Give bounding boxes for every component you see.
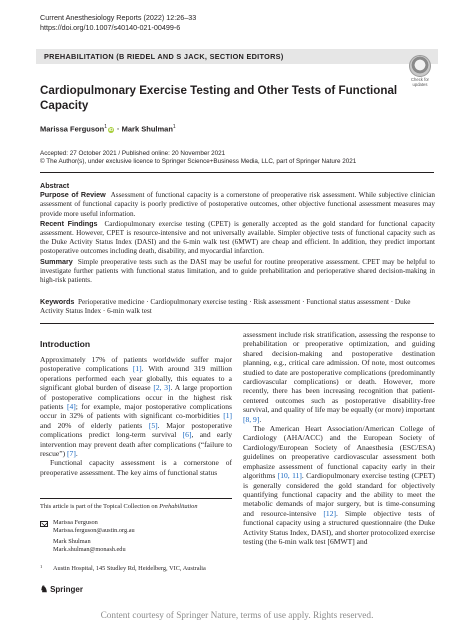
contact-name: Marissa Ferguson <box>53 519 98 526</box>
citation-link[interactable]: [5] <box>148 420 158 430</box>
contact-name: Mark Shulman <box>53 538 91 545</box>
contact-email[interactable]: Marissa.ferguson@austin.org.au <box>53 527 135 534</box>
affiliation-text: Austin Hospital, 145 Studley Rd, Heidelberg, VIC, Australia <box>53 565 206 572</box>
knight-icon: ♞ <box>40 584 49 594</box>
collection-name[interactable]: Prehabilitation <box>159 503 198 510</box>
abstract-findings <box>40 219 435 257</box>
keywords-label: Keywords <box>40 297 75 306</box>
author-affil-sup: 1 <box>104 124 107 130</box>
abstract-label: Recent Findings <box>40 218 98 228</box>
topical-collection-note: This article is part of the Topical Collection on Prehabilitation <box>40 503 198 510</box>
article-title: Cardiopulmonary Exercise Testing and Other Tests of Functional Capacity <box>40 84 398 112</box>
article-dates <box>40 150 356 166</box>
author-name[interactable]: Marissa Ferguson <box>40 124 105 134</box>
paragraph: assessment include risk stratification, assessing the response to prehabilitation or preoperative optimization, and guiding shared decision-making and postoperative destination planning, e.g., critical care admission. Of note, most outcomes studied to date are postoperative complications (predominantly cardiovascular complications) or death. However, more recently, there has been increasing recognition that patient-centered outcomes such as postoperative disability-free survival, and quality of life may be equally (or more) important [8, 9]. <box>243 330 435 424</box>
divider <box>40 323 434 324</box>
abstract-label: Purpose of Review <box>40 190 106 200</box>
author-separator: · <box>114 124 122 134</box>
author-affil-sup: 1 <box>172 124 176 130</box>
paragraph: Functional capacity assessment is a cornerstone of preoperative assessment. The key aims of functional status <box>40 458 232 477</box>
divider <box>40 172 434 173</box>
journal-citation <box>40 13 196 32</box>
copyright-notice: © The Author(s), under exclusive licence to Springer Science+Business Media, LLC, part of Springer Nature 2021 <box>40 158 357 166</box>
affiliation-number: 1 <box>40 564 43 569</box>
contact-email[interactable]: Mark.shulman@monash.edu <box>53 546 126 553</box>
citation-link[interactable]: [6] <box>182 430 192 440</box>
section-heading-introduction: Introduction <box>40 339 91 349</box>
citation-link[interactable]: [4] <box>66 402 76 412</box>
abstract-label: Summary <box>40 256 73 266</box>
envelope-icon <box>40 521 48 527</box>
corresponding-contacts <box>53 519 135 554</box>
author-name[interactable]: Mark Shulman <box>121 124 173 134</box>
abstract-summary <box>40 257 435 286</box>
abstract-purpose <box>40 190 435 219</box>
publisher-logo <box>40 584 83 595</box>
abstract-text: Assessment of functional capacity is a cornerstone of preoperative risk assessment. While subjective clinician assessment of functional capacity is poorly predictive of postoperative outcomes, other objective functional assessment measures may provide more useful information. <box>40 191 435 218</box>
footnote-divider <box>40 498 232 499</box>
author-list <box>40 124 176 134</box>
citation-link[interactable]: [8, 9] <box>243 414 260 424</box>
keywords-text: Perioperative medicine · Cardiopulmonary exercise testing · Risk assessment · Functional status assessment · Duke Activity Status Index · 6-min walk test <box>40 298 411 316</box>
check-updates-line1: Check for <box>411 77 429 82</box>
doi-link[interactable]: https://doi.org/10.1007/s40140-021-00499-6 <box>40 22 181 32</box>
keywords <box>40 297 435 317</box>
abstract-heading: Abstract <box>40 181 70 190</box>
abstract-text: Simple preoperative tests such as the DASI may be useful for routine preoperative assessment. CPET may be helpful to investigate further patients with functional status limitation, and to guide prehabilitation and perioperative shared decision-making in high-risk patients. <box>40 257 435 285</box>
paragraph: Approximately 17% of patients worldwide suffer major postoperative complications [1]. With around 319 million operations performed each year globally, this equates to a significant global burden of disease [2, 3]. A large proportion of postoperative complications occur in the highest risk patients [4]; for example, major postoperative complications occur in 32% of patients with significant co-morbidities [1] and 20% of elderly patients [5]. Major postoperative complications predict long-term survival [6], and early intervention may prevent death after complications (“failure to rescue”) [7]. <box>40 355 232 459</box>
courtesy-watermark: Content courtesy of Springer Nature, terms of use apply. Rights reserved. <box>100 611 374 621</box>
citation-link[interactable]: [7] <box>67 449 76 459</box>
journal-reference: Current Anesthesiology Reports (2022) 12:26–33 <box>40 13 197 22</box>
citation-link[interactable]: [2, 3] <box>153 383 171 393</box>
orcid-icon[interactable]: iD <box>108 126 114 132</box>
check-updates-icon <box>409 55 431 77</box>
publisher-name: Springer <box>50 585 83 594</box>
citation-link[interactable]: [12] <box>323 508 336 518</box>
citation-link[interactable]: [1] <box>223 411 232 421</box>
abstract-text: Cardiopulmonary exercise testing (CPET) is generally accepted as the gold standard for functional capacity assessment. However, CPET is resource-intensive and not universally available. Simpler objective tests of functional capacity such as the Duke Activity Status Index (DASI) and the 6-min walk test (6MWT) are cheap and efficient. In addition, they predict important postoperative outcomes including death, disability, and myocardial infarction. <box>40 219 435 256</box>
citation-link[interactable]: [1] <box>132 364 142 374</box>
abstract <box>40 181 435 285</box>
check-for-updates-badge[interactable] <box>404 55 436 87</box>
paragraph: The American Heart Association/American College of Cardiology (AHA/ACC) and the European Society of Cardiology/European Society of Anaesthesia (ESC/ESA) guidelines on preoperative cardiovascular assessment both emphasize assessment of functional capacity early in their algorithms [10, 11]. Cardiopulmonary exercise testing (CPET) is generally considered the gold standard for objectively quantifying functional capacity and the ability to meet the metabolic demands of major surgery, but is time-consuming and resource-intensive [12]. Simple objective tests of functional capacity using a structured questionnaire (the Duke Activity Status Index, DASI), and shorter protocolized exercise testing (the 6-min walk test [6MWT] and <box>243 424 435 546</box>
accepted-published-dates: Accepted: 27 October 2021 / Published online: 20 November 2021 <box>40 150 226 157</box>
citation-link[interactable]: [10, 11] <box>277 471 302 481</box>
section-banner: PREHABILITATION (B RIEDEL AND S JACK, SECTION EDITORS) <box>36 49 438 64</box>
body-column-right <box>243 330 435 546</box>
check-updates-line2: updates <box>412 81 428 87</box>
body-column-left <box>40 355 232 477</box>
